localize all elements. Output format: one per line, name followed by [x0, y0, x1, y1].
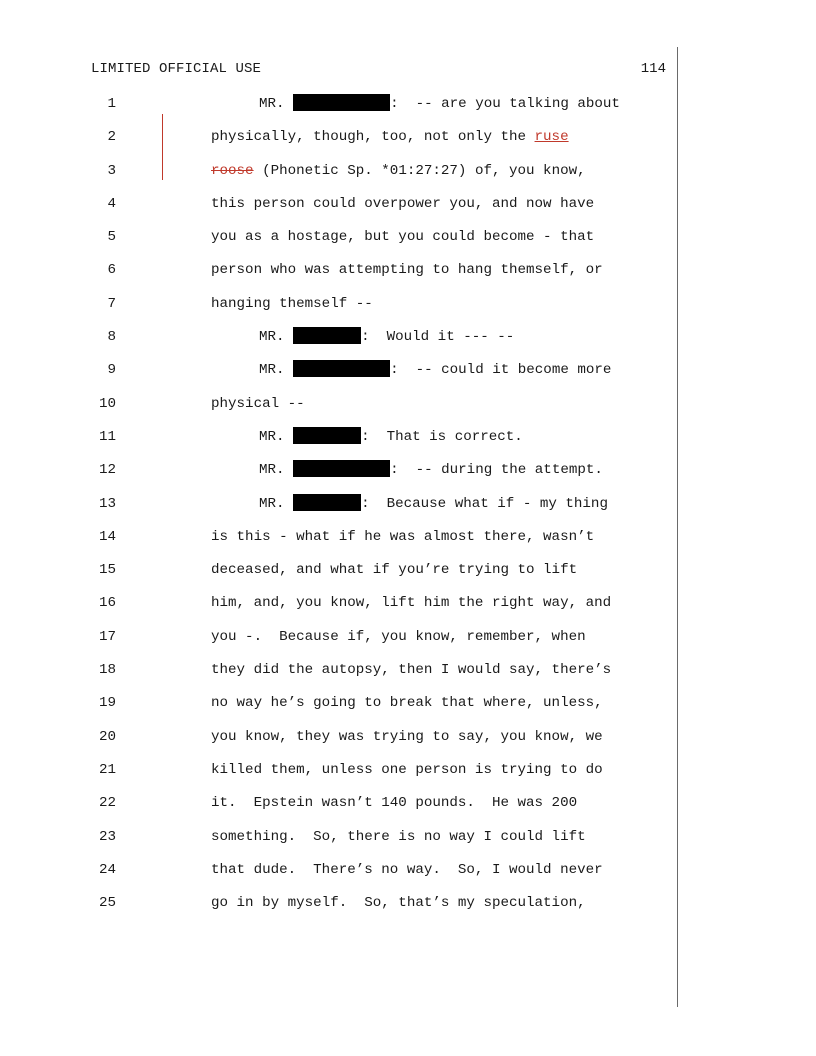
line-number: 11: [98, 428, 116, 445]
line-number: 7: [107, 295, 116, 312]
line-number: 8: [107, 329, 116, 346]
line-number: 25: [98, 895, 116, 912]
transcript-line-2: [0, 127, 816, 160]
transcript-line-10: [0, 394, 816, 427]
transcript-line-21: [0, 760, 816, 793]
redaction-box: [293, 494, 361, 511]
line-text: physical --: [211, 395, 305, 412]
transcript-body: [0, 94, 816, 926]
line-number: 3: [107, 162, 116, 179]
transcript-line-24: [0, 860, 816, 893]
transcript-line-7: [0, 294, 816, 327]
transcript-line-14: [0, 527, 816, 560]
transcript-line-13: [0, 494, 816, 527]
line-text: that dude. There’s no way. So, I would never: [211, 861, 603, 878]
transcript-line-17: [0, 627, 816, 660]
transcript-line-19: [0, 693, 816, 726]
line-number: 19: [98, 695, 116, 712]
line-number: 20: [98, 728, 116, 745]
line-text: MR. : Would it --- --: [259, 329, 515, 346]
inserted-text: ruse: [534, 129, 569, 146]
line-text: you -. Because if, you know, remember, when: [211, 628, 586, 645]
line-number: 6: [107, 262, 116, 279]
line-number: 23: [98, 828, 116, 845]
line-text: this person could overpower you, and now have: [211, 195, 595, 212]
line-text: is this - what if he was almost there, wasn’t: [211, 528, 595, 545]
redaction-box: [293, 427, 361, 444]
line-text: no way he’s going to break that where, unless,: [211, 695, 603, 712]
line-text: MR. : -- during the attempt.: [259, 462, 603, 479]
line-text: it. Epstein wasn’t 140 pounds. He was 200: [211, 795, 578, 812]
line-text: something. So, there is no way I could lift: [211, 828, 586, 845]
line-text: MR. : That is correct.: [259, 428, 523, 445]
transcript-line-15: [0, 560, 816, 593]
transcript-line-6: [0, 260, 816, 293]
line-number: 24: [98, 861, 116, 878]
line-number: 22: [98, 795, 116, 812]
line-number: 12: [98, 462, 116, 479]
line-text: MR. : Because what if - my thing: [259, 495, 608, 512]
transcript-line-23: [0, 827, 816, 860]
deleted-text: roose: [211, 162, 254, 179]
line-number: 9: [107, 362, 116, 379]
line-text: go in by myself. So, that’s my speculation,: [211, 895, 586, 912]
line-number: 17: [98, 628, 116, 645]
line-number: 10: [98, 395, 116, 412]
line-text: him, and, you know, lift him the right way, and: [211, 595, 612, 612]
line-number: 18: [98, 662, 116, 679]
classification-header: LIMITED OFFICIAL USE: [91, 61, 262, 77]
transcript-line-9: [0, 360, 816, 393]
line-number: 5: [107, 229, 116, 246]
transcript-line-11: [0, 427, 816, 460]
transcript-line-22: [0, 793, 816, 826]
line-text: MR. : -- could it become more: [259, 362, 612, 379]
line-text: hanging themself --: [211, 295, 373, 312]
line-number: 15: [98, 562, 116, 579]
line-number: 1: [107, 96, 116, 112]
transcript-line-16: [0, 593, 816, 626]
line-number: 13: [98, 495, 116, 512]
line-text: physically, though, too, not only the ruse: [211, 129, 569, 146]
transcript-line-12: [0, 460, 816, 493]
redaction-box: [293, 94, 390, 111]
transcript-line-4: [0, 194, 816, 227]
transcript-line-1: [0, 94, 816, 127]
line-text: you as a hostage, but you could become - that: [211, 229, 595, 246]
transcript-line-3: [0, 161, 816, 194]
line-number: 2: [107, 129, 116, 146]
line-number: 21: [98, 761, 116, 778]
line-text: they did the autopsy, then I would say, there’s: [211, 662, 612, 679]
line-text: killed them, unless one person is trying to do: [211, 761, 603, 778]
transcript-line-5: [0, 227, 816, 260]
redaction-box: [293, 360, 390, 377]
line-number: 4: [107, 195, 116, 212]
page-number: 114: [640, 61, 666, 77]
redaction-box: [293, 460, 390, 477]
transcript-line-25: [0, 893, 816, 926]
line-number: 16: [98, 595, 116, 612]
line-text: person who was attempting to hang themself, or: [211, 262, 603, 279]
line-text: deceased, and what if you’re trying to lift: [211, 562, 578, 579]
line-text: roose (Phonetic Sp. *01:27:27) of, you know,: [211, 162, 586, 179]
transcript-line-18: [0, 660, 816, 693]
line-text: MR. : -- are you talking about: [259, 96, 620, 112]
line-text: you know, they was trying to say, you know, we: [211, 728, 603, 745]
transcript-line-8: [0, 327, 816, 360]
transcript-line-20: [0, 727, 816, 760]
redaction-box: [293, 327, 361, 344]
line-number: 14: [98, 528, 116, 545]
